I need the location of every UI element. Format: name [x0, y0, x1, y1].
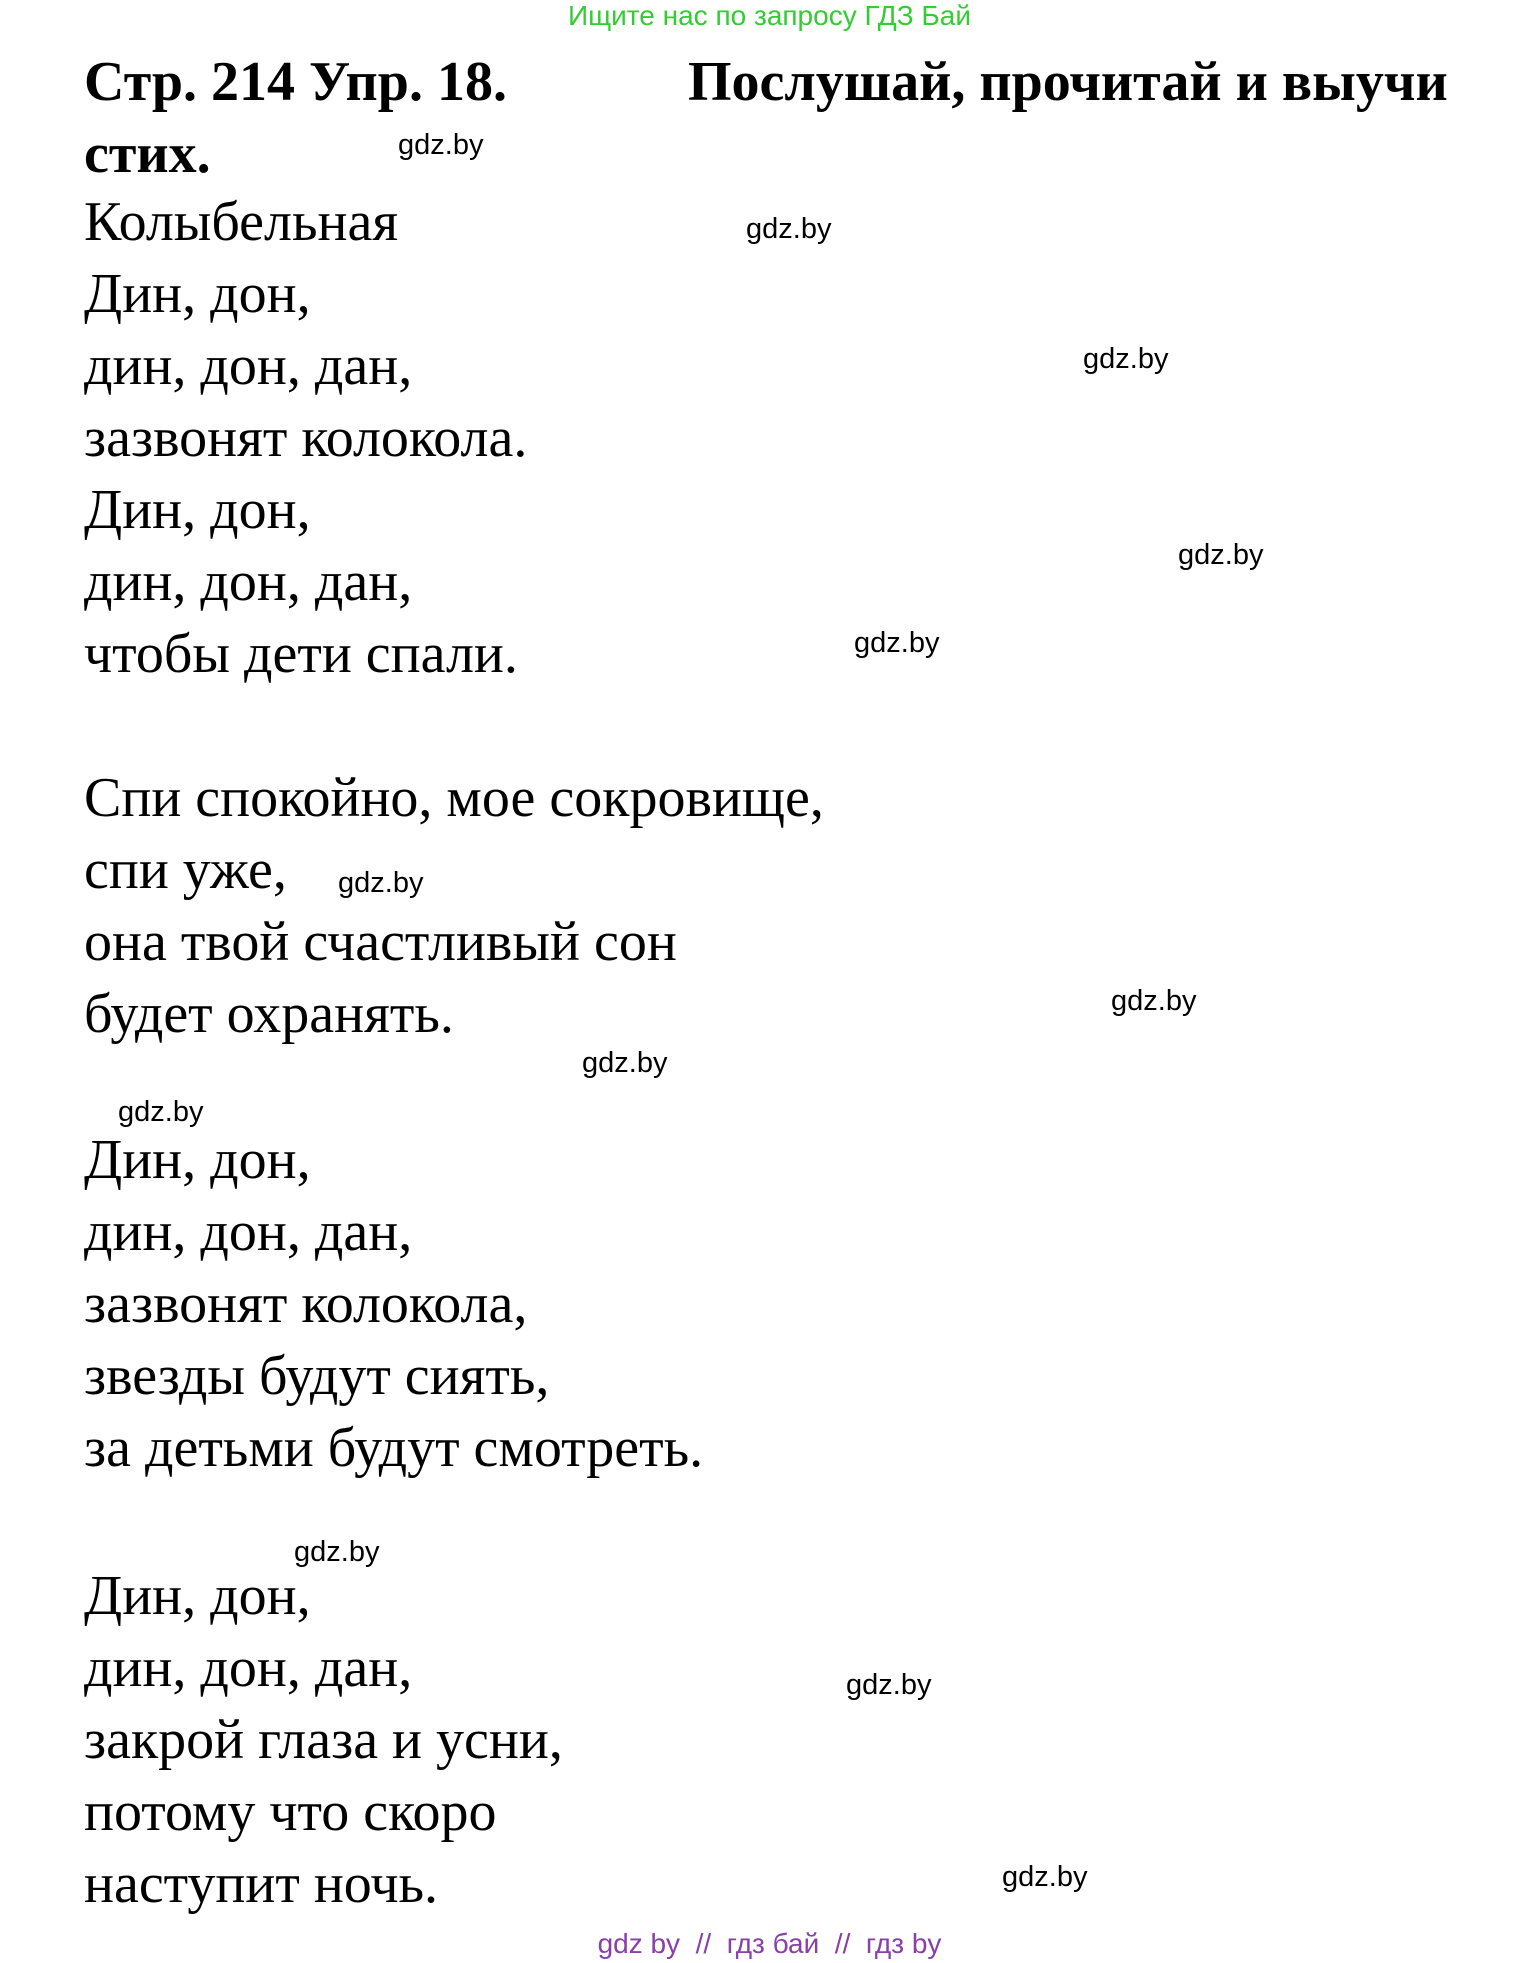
watermark: gdz.by	[118, 1096, 204, 1128]
poem-line: чтобы дети спали.	[84, 623, 518, 685]
task-instruction-continued: стих.	[84, 123, 211, 185]
poem-line: Спи спокойно, мое сокровище,	[84, 767, 824, 829]
poem-line: она твой счастливый сон	[84, 911, 677, 973]
watermark: gdz.by	[338, 867, 424, 899]
poem-line: дин, дон, дан,	[84, 335, 413, 397]
poem-line: будет охранять.	[84, 983, 454, 1045]
poem-line: наступит ночь.	[84, 1853, 439, 1915]
poem-line: Дин, дон,	[84, 1129, 311, 1191]
poem-line: Дин, дон,	[84, 1565, 311, 1627]
footer-text: gdz by // гдз бай // гдз by	[597, 1928, 942, 1959]
footer-links	[0, 1928, 1539, 1960]
poem-line: дин, дон, дан,	[84, 1201, 413, 1263]
poem-line: спи уже,	[84, 839, 287, 901]
watermark: gdz.by	[294, 1536, 380, 1568]
poem-line: дин, дон, дан,	[84, 551, 413, 613]
poem-line: за детьми будут смотреть.	[84, 1417, 704, 1479]
watermark: gdz.by	[582, 1047, 668, 1079]
top-banner: Ищите нас по запросу ГДЗ Бай	[567, 0, 972, 31]
watermark: gdz.by	[846, 1669, 932, 1701]
watermark: gdz.by	[1002, 1861, 1088, 1893]
poem-line: закрой глаза и усни,	[84, 1709, 563, 1771]
poem-line: потому что скоро	[84, 1781, 497, 1843]
watermark: gdz.by	[746, 213, 832, 245]
watermark: gdz.by	[1083, 343, 1169, 375]
watermark: gdz.by	[398, 129, 484, 161]
task-instruction: Послушай, прочитай и выучи	[688, 51, 1448, 113]
watermark: gdz.by	[1111, 985, 1197, 1017]
poem-line: звезды будут сиять,	[84, 1345, 550, 1407]
poem-title: Колыбельная	[84, 191, 399, 253]
poem-line: зазвонят колокола,	[84, 1273, 528, 1335]
watermark: gdz.by	[1178, 539, 1264, 571]
watermark: gdz.by	[854, 627, 940, 659]
poem-line: Дин, дон,	[84, 479, 311, 541]
poem-line: зазвонят колокола.	[84, 407, 528, 469]
poem-line: дин, дон, дан,	[84, 1637, 413, 1699]
poem-line: Дин, дон,	[84, 263, 311, 325]
exercise-number: Стр. 214 Упр. 18.	[84, 51, 507, 113]
